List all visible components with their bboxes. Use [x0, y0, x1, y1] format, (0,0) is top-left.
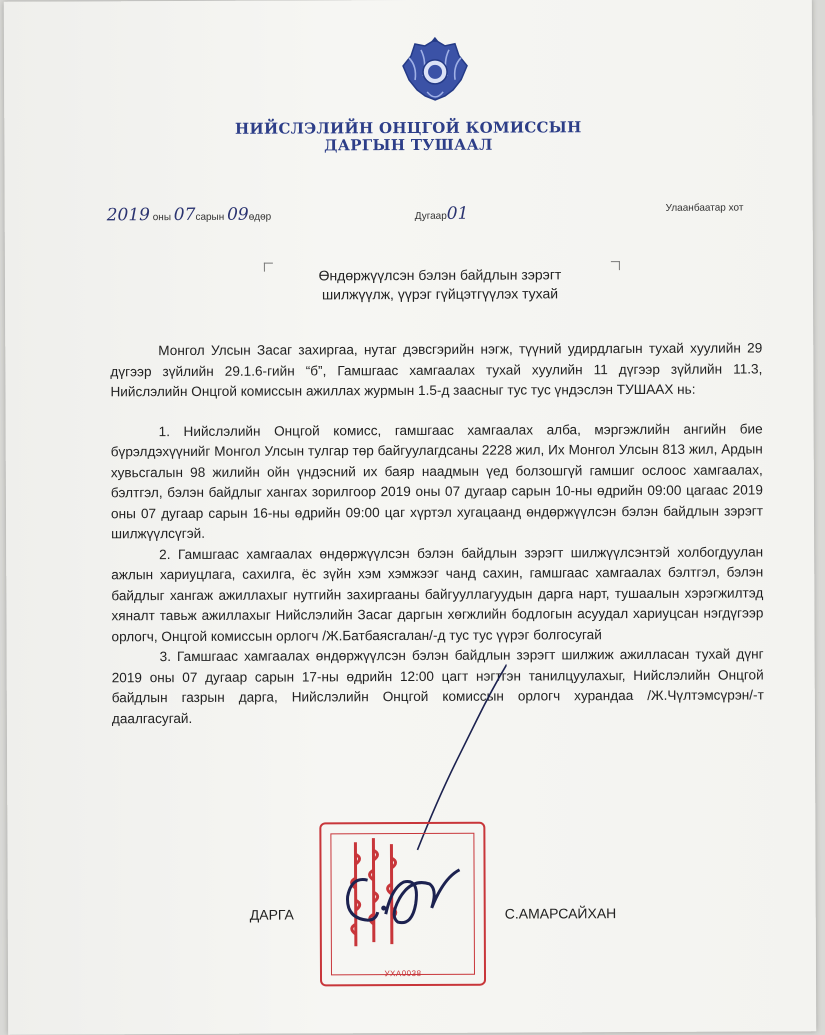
order-item-3: 3. Гамшгаас хамгаалах өндөржүүлсэн бэлэн байдлын зэрэгт шилжиж ажилласан тухай дүнг 2019 оны 07 дугаар сарын 17-ны өдрийн 12:00 цагт нэгтгэн танилцуулахыг, Нийслэлийн Онцгой байдлын газрын дарга, Нийслэлийн Онцгой комиссын орлогч хурандаа /Ж.Чүлтэмсүрэн/-т даалгасугай. — [111, 646, 764, 726]
date-month-label: сарын — [195, 211, 228, 223]
number-value: 01 — [446, 203, 469, 224]
order-item-1: 1. Нийслэлийн Онцгой комисс, гамшгаас хамгаалах алба, мэргэжлийн ангийн бие бүрэлдэхүүнийг Монгол Улсын тулгар төр байгуулагдсаны 2228 жил, Их Монгол Улсын 813 жил, Ардын хувьсгалын 98 жилийн ойн үндэсний их баяр наадмын үед болзошгүй гамшиг ослоос хамгаалах, бэлтгэл, бэлэн байдлыг хангах зорилгоор 2019 оны 07 дугаар сарын 10-ны өдрийн 09:00 цагаас 2019 оны 07 дугаар сарын 16-ны өдрийн 09:00 цаг хүртэл хугацаанд өндөржүүлсэн бэлэн байдлын зэрэгт шилжүүлсүгэй. — [110, 420, 764, 542]
date-day: 09 — [226, 204, 249, 225]
heading-line-2: ДАРГЫН ТУШААЛ — [324, 135, 493, 155]
number-label: Дугаар — [414, 210, 447, 222]
seal-code: УХА0038 — [384, 968, 422, 979]
state-emblem-icon — [401, 36, 469, 104]
handwritten-signature-icon — [333, 838, 463, 949]
date-day-label: өдөр — [248, 211, 272, 223]
signatory-name: С.АМАРСАЙХАН — [504, 905, 617, 922]
document-subject — [255, 265, 625, 305]
date-month: 07 — [173, 204, 196, 226]
date-year-label: оны — [149, 212, 174, 224]
subject-line-2: шилжүүлж, үүрэг гүйцэтгүүлэх тухай — [321, 285, 559, 303]
document-city: Улаанбаатар хот — [665, 202, 744, 214]
date-year: 2019 — [106, 205, 150, 226]
document-page — [4, 0, 816, 1035]
document-date — [107, 205, 272, 226]
document-number — [415, 204, 469, 224]
heading-line-1: НИЙСЛЭЛИЙН ОНЦГОЙ КОМИССЫН — [234, 118, 582, 138]
order-item-2: 2. Гамшгаас хамгаалах өндөржүүлсэн бэлэн байдлын зэрэгт шилжүүлсэнтэй холбогдуулан ажлын хариуцлага, сахилга, ёс зүйн хэм хэмжээг чанд сахин, гамшгаас хамгаалах бэлтгэл, бэлэн байдлыг хангаж ажиллахыг нутгийн захиргааны байгууллагуудын дарга нарт, тушаалын хэрэгжилтэд хяналт тавьж ажиллахыг Нийслэлийн Засаг даргын хөгжлийн бодлогын асуудал хариуцсан нэгдүгээр орлогч, Онцгой комиссын орлогч /Ж.Батбаясгалан/-д тус тус үүрэг болгосугай — [111, 543, 764, 644]
signatory-role: ДАРГА — [249, 906, 294, 923]
document-heading — [4, 118, 812, 156]
subject-line-1: Өндөржүүлсэн бэлэн байдлын зэрэгт — [318, 266, 562, 284]
preamble-paragraph: Монгол Улсын Засаг захиргаа, нутаг дэвсгэрийн нэгж, түүний удирдлагын тухай хуулийн 29 дүгээр зүйлийн 29.1.6-гийн “б”, Гамшгаас хамгаалах тухай хуулийн 11 дүгээр зүйлийн 11.3, Нийслэлийн Онцгой комиссын ажиллах журмын 1.5-д заасныг тус тус үндэслэн ТУШААХ нь: — [110, 340, 763, 400]
